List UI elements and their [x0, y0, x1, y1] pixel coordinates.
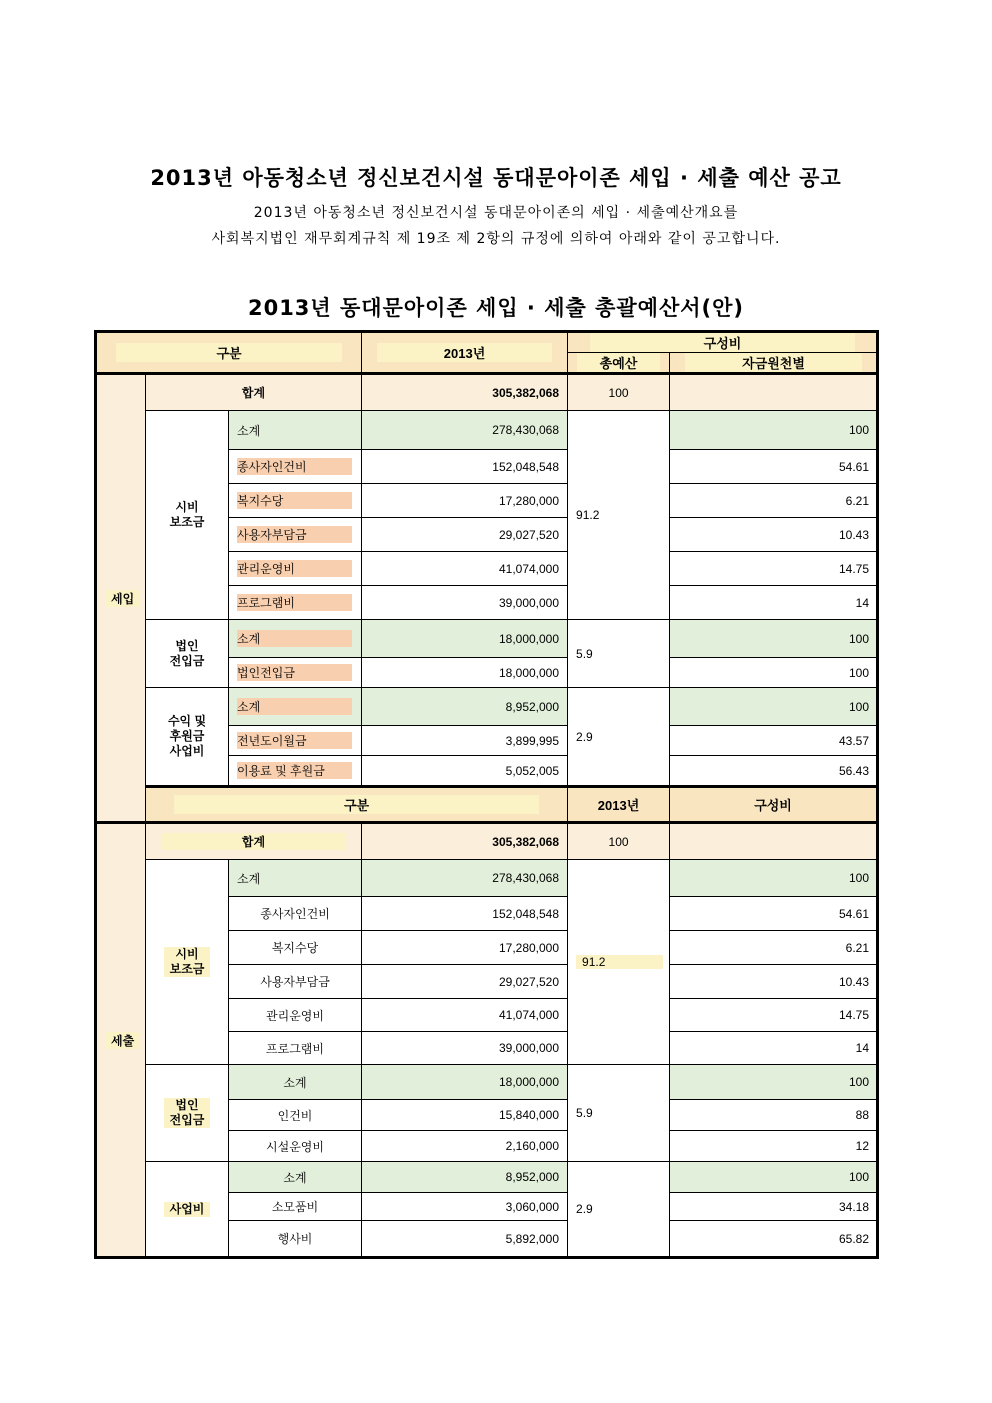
expense-g3-row	[96, 1162, 878, 1193]
expense-g1-amount: 39,000,000	[362, 1032, 568, 1065]
header-composition: 구성비	[590, 333, 856, 352]
expense-g1-ratio: 6.21	[670, 931, 878, 965]
expense-g1-pct: 91.2	[576, 955, 663, 969]
revenue-g1-label: 사용자부담금	[229, 518, 362, 552]
expense-g1-amount: 29,027,520	[362, 965, 568, 999]
revenue-g3-name: 수익 및 후원금 사업비	[167, 714, 207, 758]
revenue-g3-ratio: 43.57	[670, 726, 878, 756]
revenue-g3-amount: 3,899,995	[362, 726, 568, 756]
revenue-g2-row	[96, 620, 878, 658]
expense-total-label: 합계	[162, 833, 345, 850]
expense-g2-name: 법인 전입금	[164, 1098, 211, 1128]
expense-g3-label: 소계	[229, 1162, 362, 1193]
revenue-g2-amount: 18,000,000	[362, 620, 568, 658]
intro-line-2: 사회복지법인 재무회계규칙 제 19조 제 2항의 규정에 의하여 아래와 같이 공고합니다.	[211, 231, 781, 247]
expense-header-gubun-cell	[146, 787, 568, 823]
intro-line-1: 2013년 아동청소년 정신보건시설 동대문아이존의 세입 · 세출예산개요를	[253, 205, 739, 221]
revenue-total-ratio	[670, 374, 878, 411]
expense-g1-name-cell	[146, 860, 229, 1065]
revenue-g2-label: 법인전입금	[229, 658, 362, 688]
expense-g2-label: 소계	[229, 1065, 362, 1100]
header-composition-cell	[568, 332, 878, 353]
revenue-g2-pct: 5.9	[568, 620, 670, 688]
revenue-g1-ratio: 6.21	[670, 484, 878, 518]
expense-header-year: 2013년	[568, 787, 670, 823]
revenue-total-label: 합계	[146, 374, 362, 411]
revenue-g3-amount: 8,952,000	[362, 688, 568, 726]
expense-total-pct: 100	[568, 823, 670, 860]
revenue-section-label: 세입	[105, 590, 140, 607]
header-gubun-cell	[96, 332, 362, 374]
header-by-source-cell	[670, 353, 878, 374]
expense-g2-amount: 2,160,000	[362, 1131, 568, 1162]
revenue-g3-label: 이용료 및 후원금	[229, 756, 362, 787]
expense-g1-ratio: 10.43	[670, 965, 878, 999]
revenue-total-row	[96, 374, 878, 411]
expense-g1-ratio: 14.75	[670, 999, 878, 1032]
table-title: 2013년 동대문아이존 세입 · 세출 총괄예산서(안)	[247, 296, 745, 320]
expense-total-row	[96, 823, 878, 860]
expense-g1-amount: 152,048,548	[362, 897, 568, 931]
expense-g1-label: 종사자인건비	[229, 897, 362, 931]
revenue-g1-ratio: 14	[670, 586, 878, 620]
expense-g2-row	[96, 1065, 878, 1100]
expense-section-label: 세출	[105, 1032, 140, 1049]
expense-g3-name-cell	[146, 1162, 229, 1258]
expense-total-label-cell	[146, 823, 362, 860]
header-by-source: 자금원천별	[685, 353, 861, 372]
revenue-g1-name: 시비 보조금	[169, 500, 205, 529]
expense-g1-amount: 41,074,000	[362, 999, 568, 1032]
revenue-g1-amount: 152,048,548	[362, 450, 568, 484]
header-total-budget: 총예산	[577, 353, 660, 372]
expense-total-ratio	[670, 823, 878, 860]
expense-header-composition: 구성비	[670, 787, 878, 823]
header-total-budget-cell	[568, 353, 670, 374]
revenue-g3-pct: 2.9	[568, 688, 670, 787]
expense-g1-pct-cell	[568, 860, 670, 1065]
revenue-total-amount: 305,382,068	[362, 374, 568, 411]
expense-g3-ratio: 65.82	[670, 1221, 878, 1258]
expense-total-amount: 305,382,068	[362, 823, 568, 860]
revenue-g1-label: 소계	[229, 411, 362, 450]
expense-g3-amount: 3,060,000	[362, 1193, 568, 1221]
revenue-g1-label: 종사자인건비	[229, 450, 362, 484]
revenue-g1-label: 프로그램비	[229, 586, 362, 620]
budget-table	[94, 330, 879, 1259]
header-gubun: 구분	[116, 343, 342, 362]
expense-g1-label: 프로그램비	[229, 1032, 362, 1065]
document-title: 2013년 아동청소년 정신보건시설 동대문아이존 세입 · 세출 예산 공고	[150, 166, 842, 190]
header-year: 2013년	[377, 343, 551, 362]
expense-g1-label: 복지수당	[229, 931, 362, 965]
expense-section-cell	[96, 823, 146, 1258]
revenue-g1-label: 복지수당	[229, 484, 362, 518]
expense-g2-amount: 18,000,000	[362, 1065, 568, 1100]
expense-g2-name-cell	[146, 1065, 229, 1162]
expense-g1-row	[96, 860, 878, 897]
expense-g3-name: 사업비	[164, 1202, 211, 1217]
revenue-g3-ratio: 100	[670, 688, 878, 726]
revenue-g2-name-cell	[146, 620, 229, 688]
revenue-g1-name-cell	[146, 411, 229, 620]
expense-header-gubun: 구분	[174, 795, 538, 814]
expense-g1-ratio: 100	[670, 860, 878, 897]
expense-g1-ratio: 14	[670, 1032, 878, 1065]
revenue-g1-amount: 41,074,000	[362, 552, 568, 586]
expense-g2-label: 시설운영비	[229, 1131, 362, 1162]
revenue-g3-row	[96, 688, 878, 726]
header-year-cell	[362, 332, 568, 374]
expense-g3-amount: 5,892,000	[362, 1221, 568, 1258]
revenue-g2-name: 법인 전입금	[169, 638, 205, 668]
expense-g2-ratio: 88	[670, 1100, 878, 1131]
expense-g3-ratio: 34.18	[670, 1193, 878, 1221]
revenue-g2-ratio: 100	[670, 620, 878, 658]
expense-g1-label: 관리운영비	[229, 999, 362, 1032]
revenue-g1-pct: 91.2	[568, 411, 670, 620]
revenue-g3-label: 소계	[229, 688, 362, 726]
expense-g1-ratio: 54.61	[670, 897, 878, 931]
expense-g1-label: 소계	[229, 860, 362, 897]
expense-g1-amount: 278,430,068	[362, 860, 568, 897]
expense-g1-label: 사용자부담금	[229, 965, 362, 999]
revenue-g1-row	[96, 411, 878, 450]
expense-g3-label: 소모품비	[229, 1193, 362, 1221]
expense-header-row	[96, 787, 878, 823]
revenue-g3-name-cell	[146, 688, 229, 787]
revenue-g1-ratio: 100	[670, 411, 878, 450]
revenue-g1-amount: 39,000,000	[362, 586, 568, 620]
revenue-g1-ratio: 14.75	[670, 552, 878, 586]
expense-g3-label: 행사비	[229, 1221, 362, 1258]
expense-g2-ratio: 100	[670, 1065, 878, 1100]
expense-g2-label: 인건비	[229, 1100, 362, 1131]
expense-g2-ratio: 12	[670, 1131, 878, 1162]
revenue-header-row	[96, 332, 878, 353]
revenue-g2-amount: 18,000,000	[362, 658, 568, 688]
revenue-g1-label: 관리운영비	[229, 552, 362, 586]
revenue-section-cell	[96, 374, 146, 823]
revenue-g1-ratio: 10.43	[670, 518, 878, 552]
revenue-g3-amount: 5,052,005	[362, 756, 568, 787]
expense-g1-amount: 17,280,000	[362, 931, 568, 965]
revenue-g3-label: 전년도이월금	[229, 726, 362, 756]
expense-g2-pct: 5.9	[568, 1065, 670, 1162]
expense-g3-ratio: 100	[670, 1162, 878, 1193]
revenue-g2-label: 소계	[229, 620, 362, 658]
revenue-g1-amount: 17,280,000	[362, 484, 568, 518]
revenue-g1-amount: 29,027,520	[362, 518, 568, 552]
expense-g1-name: 시비 보조금	[164, 947, 211, 977]
revenue-g1-amount: 278,430,068	[362, 411, 568, 450]
revenue-g2-ratio: 100	[670, 658, 878, 688]
revenue-g1-ratio: 54.61	[670, 450, 878, 484]
revenue-g3-ratio: 56.43	[670, 756, 878, 787]
expense-g2-amount: 15,840,000	[362, 1100, 568, 1131]
revenue-total-pct: 100	[568, 374, 670, 411]
expense-g3-amount: 8,952,000	[362, 1162, 568, 1193]
expense-g3-pct: 2.9	[568, 1162, 670, 1258]
